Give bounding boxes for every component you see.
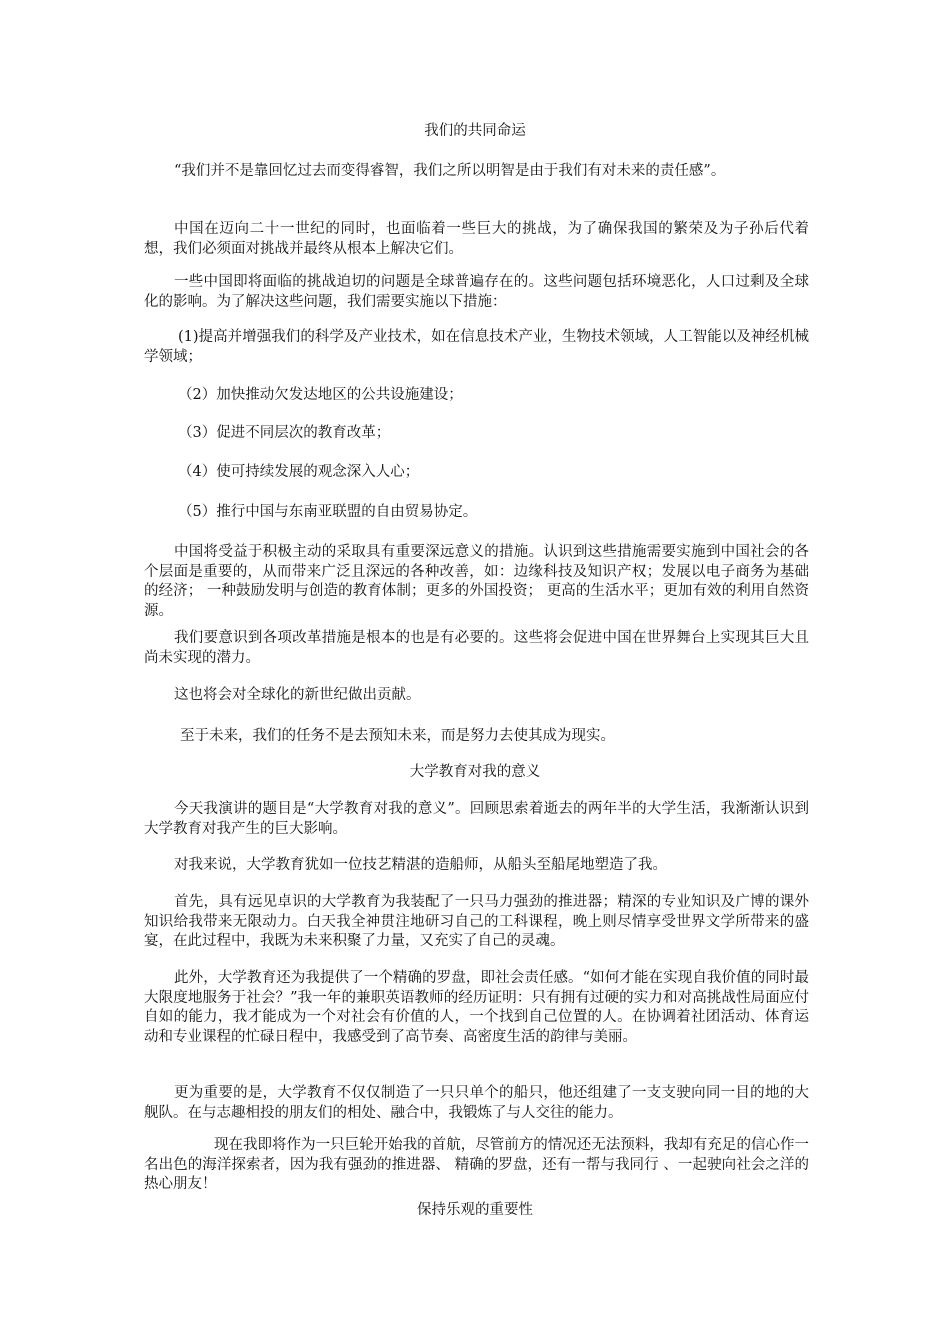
paragraph: “我们并不是靠回忆过去而变得睿智，我们之所以明智是由于我们有对未来的责任感”。 xyxy=(174,163,726,179)
paragraph: 更为重要的是，大学教育不仅仅制造了一只只单个的船只，他还组建了一支支驶向同一目的地的大舰队。在与志趣相投的朋友们的相处、融合中，我锻炼了与人交往的能力。 xyxy=(144,1085,809,1121)
paragraph: 这也将会对全球化的新世纪做出贡献。 xyxy=(174,687,421,703)
paragraph: 我们要意识到各项改革措施是根本的也是有必要的。这些将会促进中国在世界舞台上实现其巨大且尚未实现的潜力。 xyxy=(144,630,809,666)
paragraph: 至于未来，我们的任务不是去预知未来，而是努力去使其成为现实。 xyxy=(180,728,615,744)
paragraph: 中国将受益于积极主动的采取具有重要深远意义的措施。认识到这些措施需要实施到中国社会的各个层面是重要的，从而带来广泛且深远的各种改善，如：边缘科技及知识产权；发展以电子商务为基础的经济； 一种鼓励发明与创造的教育体制；更多的外国投资； 更高的生活水平；更加有效的利用自然资源。 xyxy=(144,544,809,619)
paragraph: 对我来说，大学教育犹如一位技艺精湛的造船师，从船头至船尾地塑造了我。 xyxy=(174,857,667,873)
section-title-optimism: 保持乐观的重要性 xyxy=(417,1202,533,1218)
paragraph: 现在我即将作为一只巨轮开始我的首航，尽管前方的情况还无法预料，我却有充足的信心作一名出色的海洋探索者，因为我有强劲的推进器、 精确的罗盘，还有一帮与我同行 、一起驶向社会之洋的热心朋友！ xyxy=(144,1137,809,1192)
list-item: （2）加快推动欠发达地区的公共设施建设； xyxy=(178,387,463,403)
paragraph: 此外，大学教育还为我提供了一个精确的罗盘，即社会责任感。“如何才能在实现自我价值的同时最大限度地服务于社会？”我一年的兼职英语教师的经历证明：只有拥有过硬的实力和对高挑战性局面应付自如的能力，我才能成为一个对社会有价值的人，一个找到自己位置的人。在协调着社团活动、体育运动和专业课程的忙碌日程中，我感受到了高节奏、高密度生活的韵律与美丽。 xyxy=(144,970,809,1045)
list-item: （4）使可持续发展的观念深入人心； xyxy=(178,464,420,480)
paragraph: 首先，具有远见卓识的大学教育为我装配了一只马力强劲的推进器；精深的专业知识及广博的课外知识给我带来无限动力。白天我全神贯注地研习自己的工科课程，晚上则尽情享受世界文学所带来的盛宴，在此过程中，我既为未来积聚了力量，又充实了自己的灵魂。 xyxy=(144,894,809,949)
paragraph: 今天我演讲的题目是“大学教育对我的意义”。回顾思索着逝去的两年半的大学生活，我渐渐认识到大学教育对我产生的巨大影响。 xyxy=(144,801,809,837)
list-item: (1)提高并增强我们的科学及产业技术，如在信息技术产业，生物技术领域，人工智能以及神经机械学领域； xyxy=(144,329,809,365)
paragraph: 中国在迈向二十一世纪的同时，也面临着一些巨大的挑战，为了确保我国的繁荣及为子孙后代着想，我们必须面对挑战并最终从根本上解决它们。 xyxy=(144,221,809,257)
list-item: （3）促进不同层次的教育改革； xyxy=(178,425,391,441)
list-item: （5）推行中国与东南亚联盟的自由贸易协定。 xyxy=(178,504,478,520)
paragraph: 一些中国即将面临的挑战迫切的问题是全球普遍存在的。这些问题包括环境恶化，人口过剩及全球化的影响。为了解决这些问题，我们需要实施以下措施： xyxy=(144,274,809,310)
section-title-university-education: 大学教育对我的意义 xyxy=(409,764,541,780)
section-title-common-destiny: 我们的共同命运 xyxy=(424,123,526,139)
